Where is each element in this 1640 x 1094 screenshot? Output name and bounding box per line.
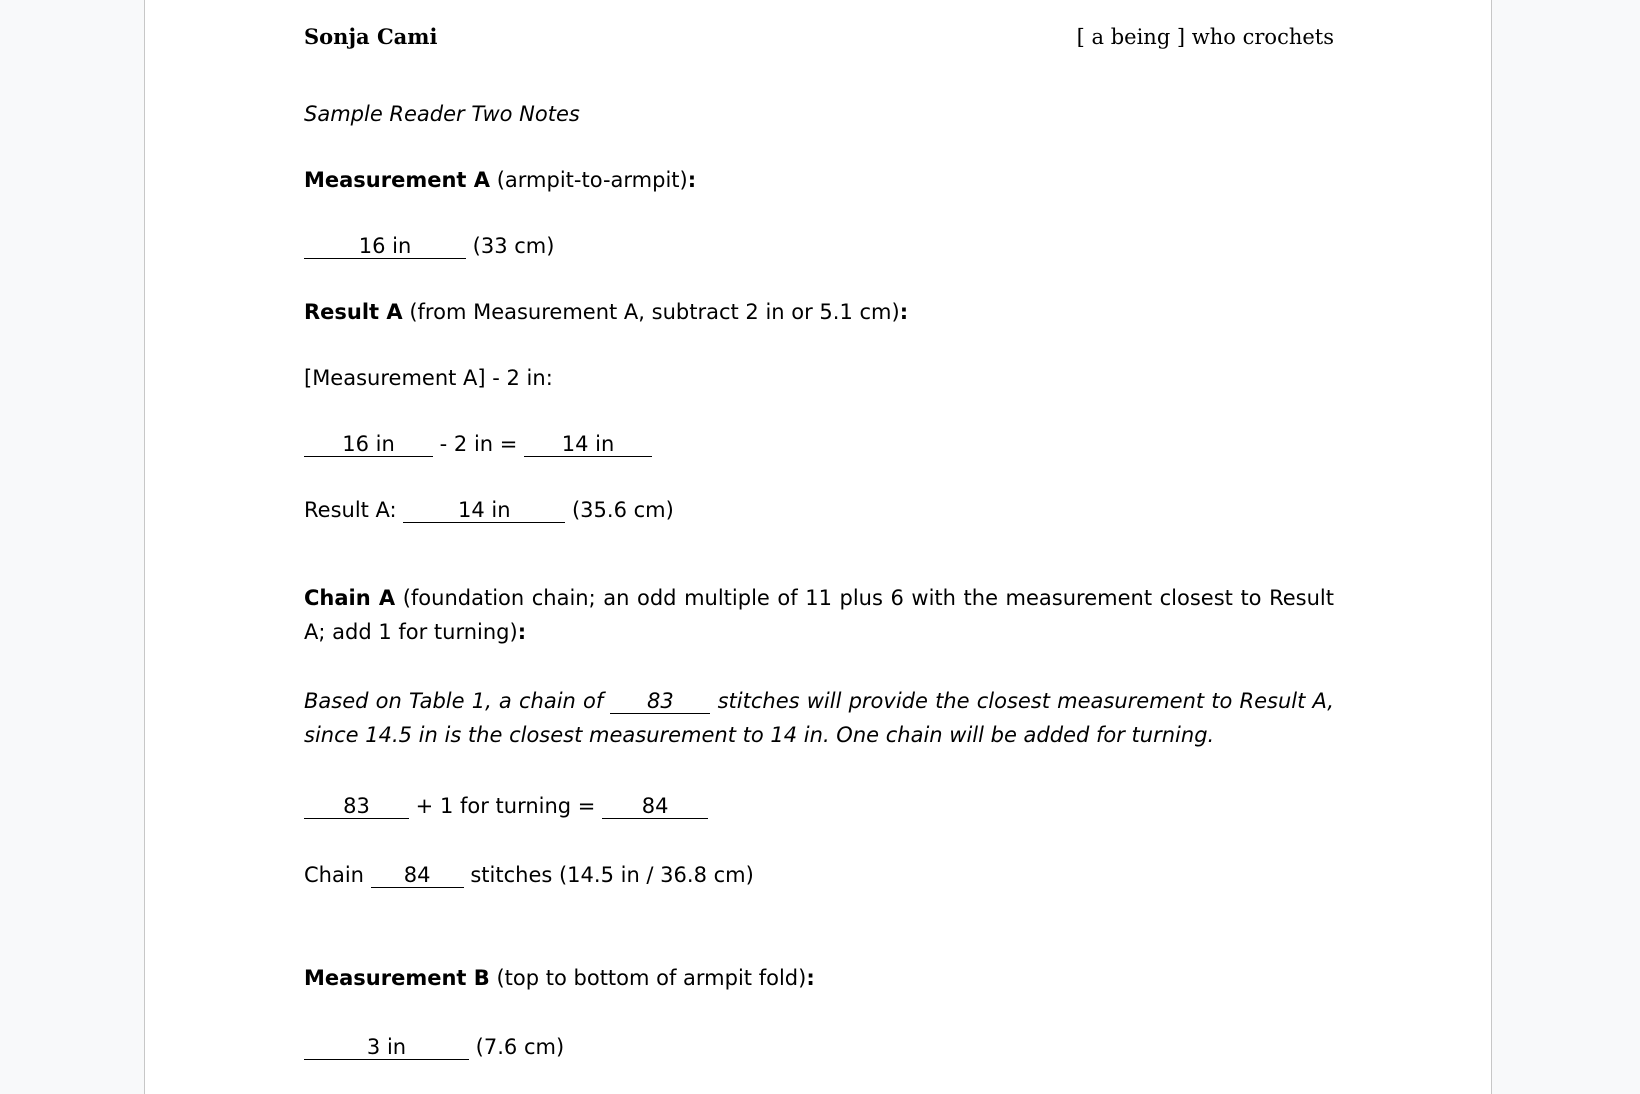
measurement-b-value-blank: 3 in: [304, 1035, 469, 1060]
chain-a-calc-op: + 1 for turning =: [409, 794, 603, 818]
measurement-a-colon: :: [687, 168, 697, 192]
result-a-calc-input-blank: 16 in: [304, 432, 433, 457]
chain-a-entry: [304, 858, 754, 892]
chain-a-calc-input-blank: 83: [304, 794, 409, 819]
section-title: Sample Reader Two Notes: [304, 102, 580, 126]
chain-a-value-blank: 84: [371, 863, 464, 888]
chain-a-note-after: stitches will provide the closest measurement to Result A, since 14.5 in is the closest measurement to 14 in. One chain will be added for turning.: [304, 689, 1334, 747]
header-author: Sonja Cami: [304, 24, 438, 49]
document-page: [144, 0, 1492, 1094]
chain-a-note: [304, 684, 1334, 752]
chain-a-colon: :: [517, 620, 527, 644]
measurement-b-heading: [304, 961, 815, 995]
result-a-formula-label: [Measurement A] - 2 in:: [304, 366, 553, 390]
measurement-a-value-blank: 16 in: [304, 234, 466, 259]
chain-a-prefix: Chain: [304, 863, 371, 887]
result-a-prefix: Result A:: [304, 498, 404, 522]
result-a-entry: [304, 493, 674, 527]
header-tagline: [ a being ] who crochets: [1076, 25, 1334, 49]
chain-a-note-value-blank: 83: [610, 689, 710, 714]
measurement-a-label: Measurement A: [304, 168, 491, 192]
chain-a-desc: (foundation chain; an odd multiple of 11 plus 6 with the measurement closest to Result A; add 1 for turning): [304, 586, 1334, 644]
measurement-b-label: Measurement B: [304, 966, 490, 990]
measurement-b-desc: (top to bottom of armpit fold): [489, 966, 807, 990]
chain-a-calc-output-blank: 84: [602, 794, 708, 819]
result-a-heading: [304, 295, 908, 329]
measurement-a-heading: [304, 163, 696, 197]
chain-a-suffix: stitches (14.5 in / 36.8 cm): [463, 863, 754, 887]
result-a-desc: (from Measurement A, subtract 2 in or 5.1 cm): [402, 300, 900, 324]
measurement-b-colon: :: [806, 966, 815, 990]
result-a-value-blank: 14 in: [403, 498, 565, 523]
chain-a-note-before: Based on Table 1, a chain of: [304, 689, 611, 713]
result-a-calc-op: - 2 in =: [433, 432, 525, 456]
result-a-calc-output-blank: 14 in: [524, 432, 652, 457]
result-a-colon: :: [899, 300, 909, 324]
chain-a-calculation: [304, 789, 708, 823]
result-a-metric: (35.6 cm): [565, 498, 674, 522]
measurement-a-metric: (33 cm): [466, 234, 555, 258]
chain-a-label: Chain A: [304, 586, 396, 610]
result-a-calculation: [304, 427, 652, 461]
measurement-a-desc: (armpit-to-armpit): [490, 168, 688, 192]
measurement-a-entry: [304, 229, 554, 263]
measurement-b-metric: (7.6 cm): [469, 1035, 565, 1059]
result-a-label: Result A: [304, 300, 403, 324]
measurement-b-entry: [304, 1030, 564, 1064]
chain-a-heading: [304, 581, 1334, 649]
